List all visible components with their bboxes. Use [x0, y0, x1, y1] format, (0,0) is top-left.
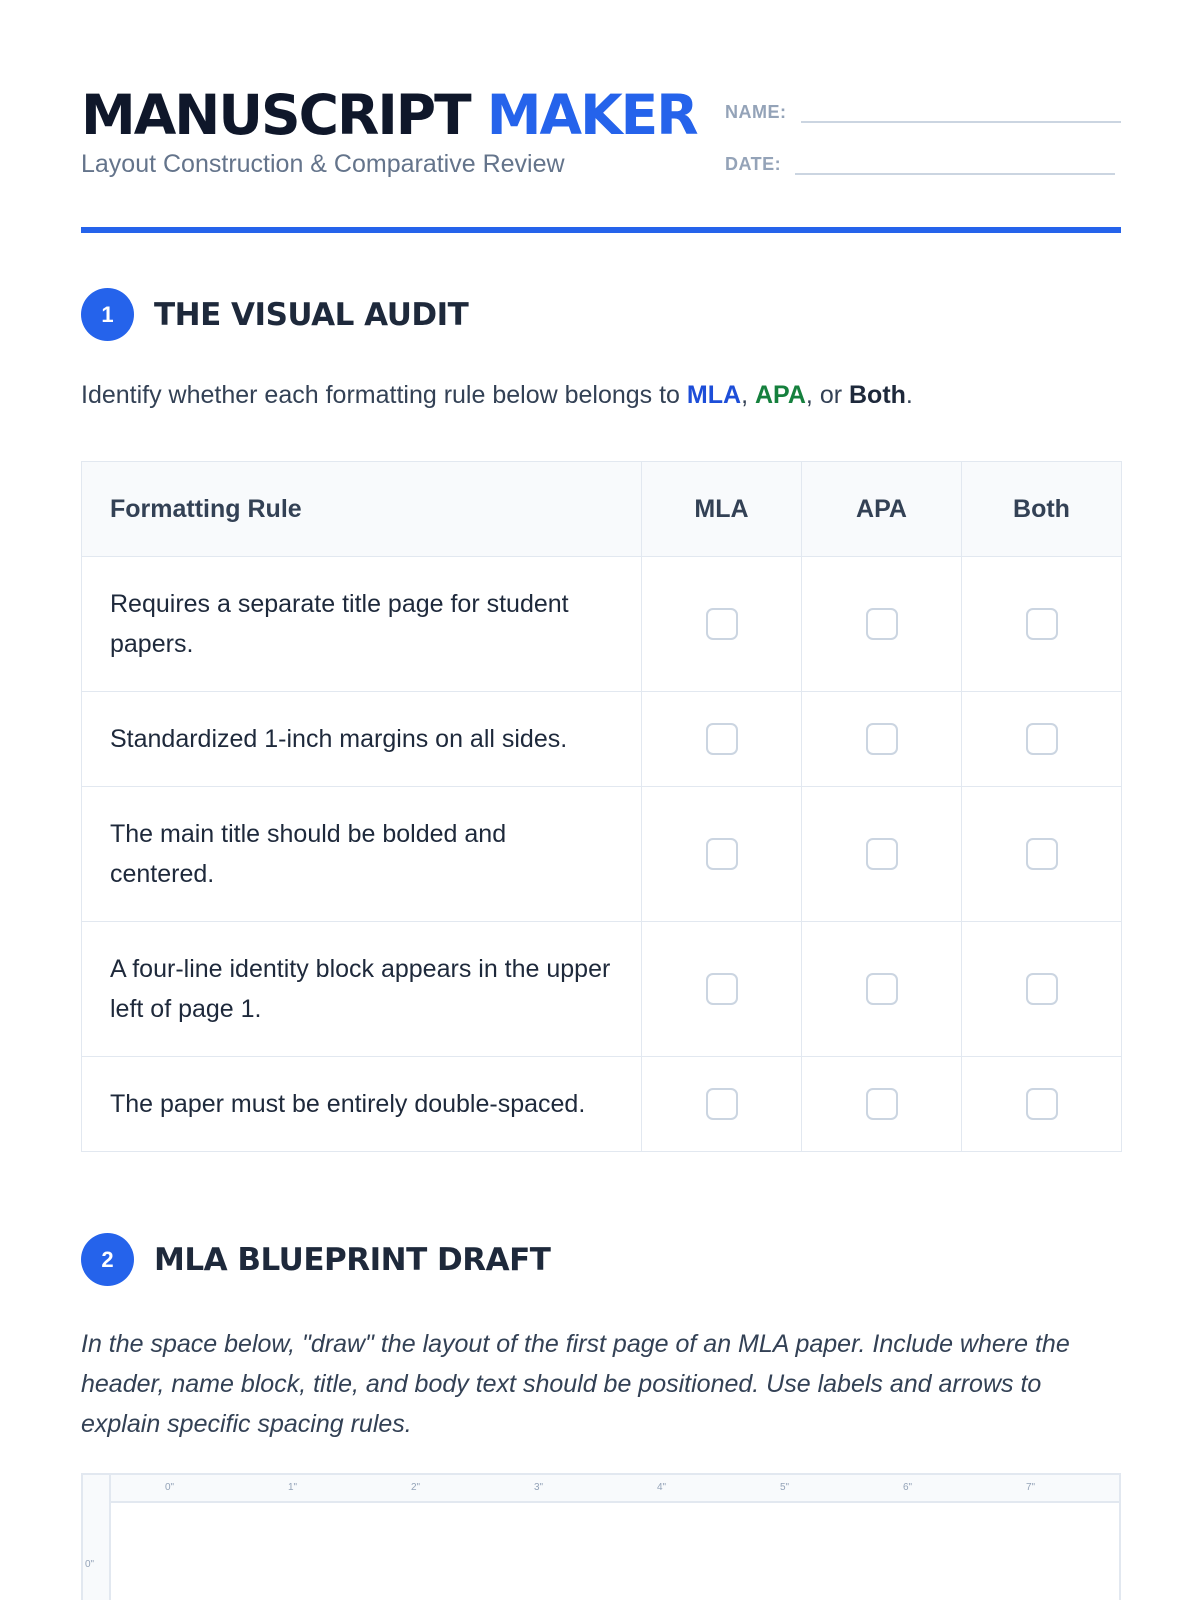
date-line[interactable]: [795, 155, 1115, 175]
mla-checkbox[interactable]: [706, 608, 738, 640]
instructions-sep2: , or: [805, 381, 849, 409]
mla-checkbox[interactable]: [706, 838, 738, 870]
table-row: [82, 922, 1122, 1057]
column-header-apa: APA: [802, 462, 962, 557]
mla-checkbox[interactable]: [706, 973, 738, 1005]
worksheet-header: [81, 84, 1121, 234]
date-field: [725, 154, 1115, 175]
both-checkbox[interactable]: [1026, 1088, 1058, 1120]
audit-instructions: [81, 381, 913, 410]
ruler-top-tick: 4": [657, 1482, 667, 1493]
rule-text: The paper must be entirely double-spaced.: [82, 1057, 642, 1152]
apa-checkbox[interactable]: [866, 838, 898, 870]
section-2-title: MLA BLUEPRINT DRAFT: [154, 1241, 551, 1278]
apa-checkbox[interactable]: [866, 973, 898, 1005]
ruler-top-tick: 5": [780, 1482, 790, 1493]
table-row: [82, 557, 1122, 692]
instructions-prefix: Identify whether each formatting rule below belongs to: [81, 381, 687, 409]
step-2-badge: 2: [81, 1233, 134, 1286]
section-1-heading: [81, 288, 468, 341]
brand-main: MANUSCRIPT: [81, 83, 470, 147]
ruler-top-tick: 0": [165, 1482, 175, 1493]
vertical-ruler: [83, 1475, 111, 1600]
date-label: DATE:: [725, 154, 782, 174]
apa-checkbox[interactable]: [866, 723, 898, 755]
rule-text: Standardized 1-inch margins on all sides.: [82, 692, 642, 787]
ruler-left-tick: 0": [85, 1559, 95, 1570]
instructions-both: Both: [849, 381, 906, 409]
brand-accent: MAKER: [486, 83, 697, 147]
section-1-title: THE VISUAL AUDIT: [154, 296, 469, 333]
rule-text: Requires a separate title page for student papers.: [82, 557, 642, 692]
name-field: [725, 102, 1121, 123]
mla-checkbox[interactable]: [706, 1088, 738, 1120]
ruler-top-tick: 6": [903, 1482, 913, 1493]
apa-checkbox[interactable]: [866, 1088, 898, 1120]
both-checkbox[interactable]: [1026, 608, 1058, 640]
ruler-top-tick: 7": [1026, 1482, 1036, 1493]
apa-checkbox[interactable]: [866, 608, 898, 640]
rule-text: A four-line identity block appears in the upper left of page 1.: [82, 922, 642, 1057]
blueprint-prompt: In the space below, "draw" the layout of the first page of an MLA paper. Include where the header, name block, title, and body text should be positioned. Use labels and arrows to explain specific spacing rules.: [81, 1330, 1070, 1438]
both-checkbox[interactable]: [1026, 723, 1058, 755]
table-row: [82, 1057, 1122, 1152]
brand-title: [81, 84, 697, 146]
table-header-row: [82, 462, 1122, 557]
both-checkbox[interactable]: [1026, 973, 1058, 1005]
column-header-mla: MLA: [642, 462, 802, 557]
column-header-both: Both: [962, 462, 1122, 557]
instructions-sep1: ,: [741, 381, 755, 409]
instructions-apa: APA: [754, 381, 806, 409]
name-line[interactable]: [801, 103, 1121, 123]
subtitle: Layout Construction & Comparative Review: [81, 150, 565, 178]
table-row: [82, 692, 1122, 787]
horizontal-ruler: [111, 1475, 1119, 1503]
blueprint-drawing-area[interactable]: [81, 1473, 1121, 1600]
rule-text: The main title should be bolded and centered.: [82, 787, 642, 922]
table-row: [82, 787, 1122, 922]
mla-checkbox[interactable]: [706, 723, 738, 755]
header-divider: [81, 227, 1121, 233]
audit-table: [81, 461, 1122, 1152]
instructions-suffix: .: [905, 381, 913, 409]
step-1-badge: 1: [81, 288, 134, 341]
column-header-rule: Formatting Rule: [82, 462, 642, 557]
name-label: NAME:: [725, 102, 787, 122]
ruler-top-tick: 3": [534, 1482, 544, 1493]
ruler-top-tick: 2": [411, 1482, 421, 1493]
section-2-heading: [81, 1233, 550, 1286]
both-checkbox[interactable]: [1026, 838, 1058, 870]
ruler-top-tick: 1": [288, 1482, 298, 1493]
instructions-mla: MLA: [686, 381, 742, 409]
